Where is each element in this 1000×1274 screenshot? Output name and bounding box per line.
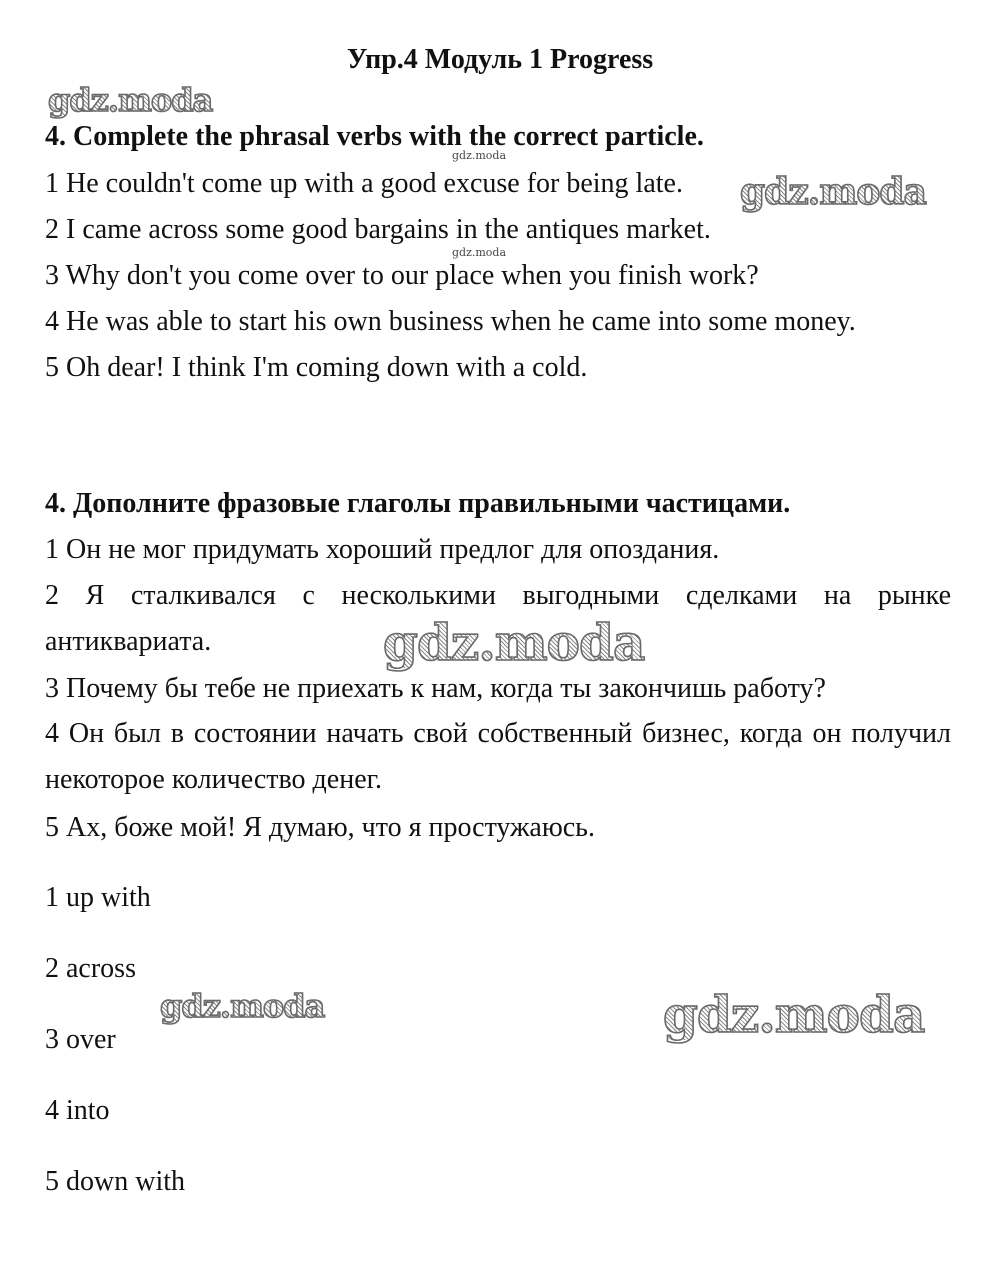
watermark-small: gdz.moda	[452, 149, 507, 162]
watermark-logo: gdz.moda	[160, 987, 325, 1025]
watermark-small: gdz.moda	[452, 246, 507, 259]
russian-sentence-1: 1 Он не мог придумать хороший предлог для опоздания.	[45, 534, 720, 565]
english-sentence-3: 3 Why don't you come over to our place when you finish work?	[45, 260, 759, 291]
answer-4: 4 into	[45, 1095, 110, 1126]
page-title: Упр.4 Модуль 1 Progress	[346, 44, 654, 75]
watermark-logo: gdz.moda	[383, 613, 645, 672]
english-sentence-1: 1 He couldn't come up with a good excuse for being late.	[45, 168, 683, 199]
watermark-logo: gdz.moda	[663, 985, 925, 1044]
watermark-logo: gdz.moda	[48, 81, 213, 119]
russian-sentence-3: 3 Почему бы тебе не приехать к нам, когда ты закончишь работу?	[45, 673, 826, 704]
russian-sentence-2: 2 Я сталкивался с несколькими выгодными сделками на рынке антиквариата.	[45, 580, 951, 657]
answer-1: 1 up with	[45, 882, 151, 913]
english-sentence-5: 5 Oh dear! I think I'm coming down with a cold.	[45, 352, 588, 383]
english-sentence-4: 4 He was able to start his own business when he came into some money.	[45, 306, 856, 337]
russian-sentence-5: 5 Ах, боже мой! Я думаю, что я простужаюсь.	[45, 812, 595, 843]
russian-heading: 4. Дополните фразовые глаголы правильными частицами.	[45, 488, 791, 519]
english-heading: 4. Complete the phrasal verbs with the correct particle.	[45, 121, 704, 152]
answer-2: 2 across	[45, 953, 136, 984]
answer-5: 5 down with	[45, 1166, 185, 1197]
watermark-logo: gdz.moda	[740, 171, 926, 213]
russian-sentence-4: 4 Он был в состоянии начать свой собственный бизнес, когда он получил некоторое количество денег.	[45, 718, 951, 795]
answer-3: 3 over	[45, 1024, 116, 1055]
english-sentence-2: 2 I came across some good bargains in the antiques market.	[45, 214, 711, 245]
